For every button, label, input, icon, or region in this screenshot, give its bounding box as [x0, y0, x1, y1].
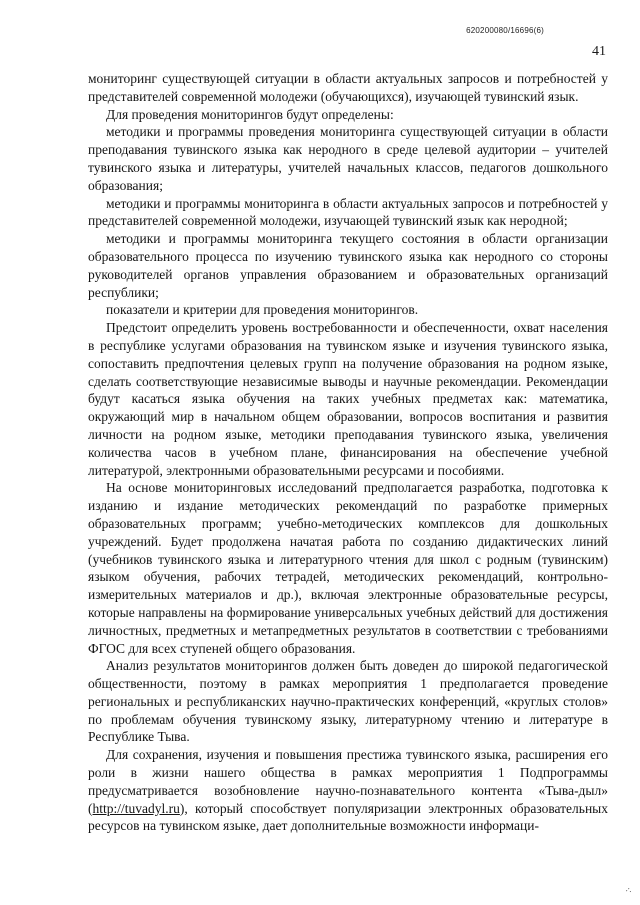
- paragraph: показатели и критерии для проведения мониторингов.: [106, 302, 419, 318]
- paragraph: методики и программы мониторинга текущего состояния в области организации образовательного процесса по изучению тувинского языка как неродного со стороны руководителей органов управления образованием и образовательных организаций республики;: [88, 231, 608, 300]
- paragraph-text-after-link: ), который способствует популяризации электронных образовательных ресурсов на тувинском языке, дает дополнительные возможности информаци-: [88, 800, 608, 834]
- corner-mark: ·:: [622, 884, 633, 896]
- page-body: [88, 70, 608, 835]
- paragraph: мониторинг существующей ситуации в области актуальных запросов и потребностей у представителей современной молодежи (обучающихся), изучающей тувинский язык.: [88, 71, 608, 104]
- paragraph: методики и программы проведения мониторинга существующей ситуации в области преподавания тувинского языка как неродного в среде целевой аудитории – учителей тувинского языка и литературы, учителей начальных классов, педагогов дошкольного образования;: [88, 124, 608, 193]
- paragraph: Предстоит определить уровень востребованности и обеспеченности, охват населения в республике услугами образования на тувинском языке и изучения тувинского языка, сопоставить предпочтения целевых групп на получение образования на родном языке, сделать соответствующие независимые выводы и научные рекомендации. Рекомендации будут касаться языка обучения на таких учебных предметах как: математика, окружающий мир в начальном общем образовании, вопросов воспитания и развития личности на родном языке, методики преподавания тувинского языка, увеличения количества часов в учебном плане, финансирования на обеспечение учебной литературой, электронными образовательными ресурсами и пособиями.: [88, 320, 608, 478]
- tuvadyl-link[interactable]: http://tuvadyl.ru: [92, 800, 180, 816]
- document-id: 620200080/16696(6): [466, 26, 544, 35]
- paragraph-text-before-link: Для сохранения, изучения и повышения престижа тувинского языка, расширения его роли в жизни нашего общества в рамках мероприятия 1 Подпрограммы предусматривается возобновление научно-познавательного контента «Тыва-дыл» (: [88, 747, 608, 816]
- paragraph: методики и программы мониторинга в области актуальных запросов и потребностей у представителей современной молодежи, изучающей тувинский язык как неродной;: [88, 195, 608, 229]
- page-number: 41: [592, 44, 606, 59]
- paragraph-last: [88, 746, 608, 835]
- paragraph: Анализ результатов мониторингов должен быть доведен до широкой педагогической общественности, поэтому в рамках мероприятия 1 предполагается проведение региональных и республиканских научно-практических конференций, «круглых столов» по проблемам обучения тувинскому языку, литературному чтению и литературе в Республике Тыва.: [88, 658, 608, 745]
- paragraph: На основе мониторинговых исследований предполагается разработка, подготовка к изданию и издание методических рекомендаций по разработке примерных образовательных программ; учебно-методических комплексов для дошкольных учреждений. Будет продолжена начатая работа по созданию дидактических линий (учебников тувинского языка и литературного чтения для школ с родным (тувинским) языком обучения, рабочих тетрадей, методических рекомендаций, контрольно-измерительных материалов и др.), включая электронные образовательные ресурсы, которые направлены на формирование универсальных учебных действий для достижения личностных, предметных и метапредметных результатов в соответствии с требованиями ФГОС для всех ступеней общего образования.: [88, 480, 608, 656]
- paragraph: Для проведения мониторингов будут определены:: [106, 106, 394, 122]
